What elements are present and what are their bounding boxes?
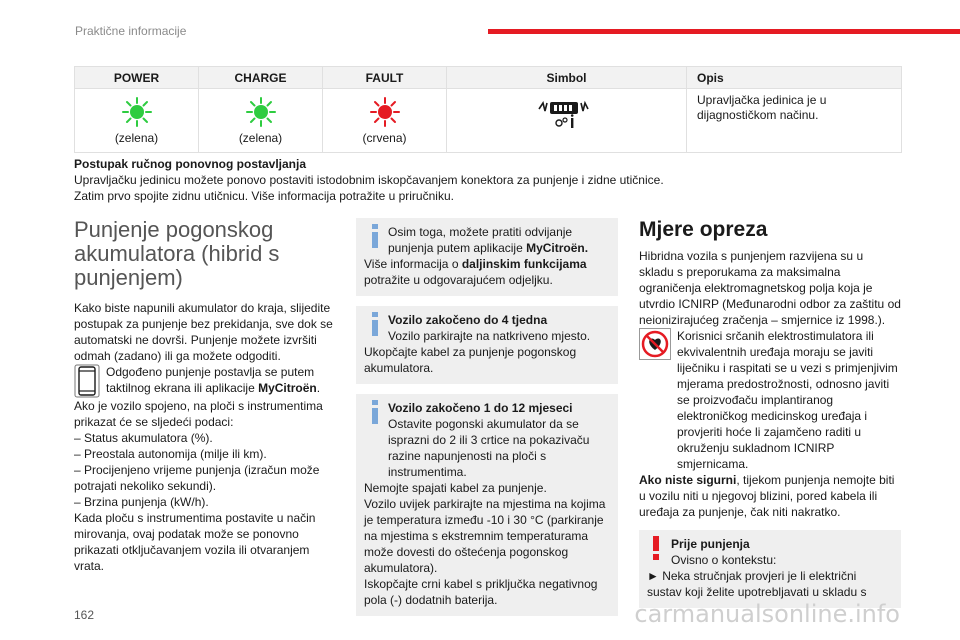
table-header-charge: CHARGE bbox=[199, 67, 323, 89]
charge-cell bbox=[199, 89, 323, 153]
list-item: – Status akumulatora (%). bbox=[74, 431, 213, 445]
section-title: Praktične informacije bbox=[75, 24, 187, 38]
box2-text1: Vozilo parkirajte na natkriveno mjesto. bbox=[388, 329, 591, 343]
delayed-charging-text: Odgođeno punjenje postavlja se putem taktilnog ekrana ili aplikacije bbox=[106, 365, 315, 395]
box3-text4: Iskopčajte crni kabel s priključka negativnog pola (-) dodatnih baterija. bbox=[364, 577, 598, 607]
led-status-table bbox=[74, 66, 902, 153]
info-box-4-weeks bbox=[356, 306, 618, 384]
table-header-row bbox=[75, 67, 902, 89]
info-remote-text: Više informacija o bbox=[364, 257, 462, 271]
never-sure-bold: Ako niste sigurni bbox=[639, 473, 737, 487]
charging-column bbox=[74, 218, 336, 574]
section-accent-bar bbox=[488, 29, 960, 34]
charge-led-label: (zelena) bbox=[238, 131, 283, 145]
info-box-12-months bbox=[356, 394, 618, 616]
table-row bbox=[75, 89, 902, 153]
table-header-power: POWER bbox=[75, 67, 199, 89]
fault-cell bbox=[323, 89, 447, 153]
list-item: – Brzina punjenja (kW/h). bbox=[74, 495, 209, 509]
info-remote-end: potražite u odgovarajućem odjeljku. bbox=[364, 273, 553, 287]
power-cell bbox=[75, 89, 199, 153]
symbol-cell bbox=[447, 89, 687, 153]
charging-heading: Punjenje pogonskog akumulatora (hibrid s punjenjem) bbox=[74, 217, 280, 290]
box3-title: Vozilo zakočeno 1 do 12 mjeseci bbox=[388, 401, 573, 415]
box2-text2: Ukopčajte kabel za punjenje pogonskog akumulatora. bbox=[364, 345, 577, 375]
info-icon bbox=[366, 400, 384, 424]
manual-reset-section bbox=[74, 156, 904, 204]
diagnostic-symbol-icon bbox=[537, 97, 597, 131]
watermark: carmanualsonline.info bbox=[634, 600, 900, 628]
table-header-symbol: Simbol bbox=[447, 67, 687, 89]
green-led-icon bbox=[122, 97, 152, 127]
info-app-name: MyCitroën. bbox=[526, 241, 589, 255]
delayed-charging-note bbox=[74, 364, 336, 398]
list-item: – Preostala autonomija (milje ili km). bbox=[74, 447, 267, 461]
charging-intro: Kako biste napunili akumulator do kraja, slijedite postupak za punjenje bez prekidanja, sve dok se automatski ne dovrši. Punjenje možete izvršiti odmah (zadano) ili ga možete odgoditi. bbox=[74, 301, 333, 363]
warning-box-before-charging bbox=[639, 530, 901, 608]
table-header-fault: FAULT bbox=[323, 67, 447, 89]
smartphone-icon bbox=[74, 364, 100, 398]
fault-led-label: (crvena) bbox=[362, 131, 407, 145]
warning-title: Prije punjenja bbox=[671, 537, 750, 551]
table-header-description: Opis bbox=[687, 67, 902, 89]
instrument-panel-closing: Kada ploču s instrumentima postavite u način mirovanja, ovaj podatak može se ponovno prikazati otključavanjem vozila ili otvaranjem vrata. bbox=[74, 511, 316, 573]
delayed-charging-end: . bbox=[316, 381, 321, 395]
box3-text1: Ostavite pogonski akumulator da se isprazni do 2 ili 3 crtice na pokazivaču razine napunjenosti na ploči s instrumentima. bbox=[388, 417, 590, 479]
power-led-label: (zelena) bbox=[114, 131, 159, 145]
warning-exclamation-icon bbox=[651, 536, 661, 560]
info-box-app bbox=[356, 218, 618, 296]
pacemaker-note bbox=[639, 328, 901, 472]
pacemaker-warning-icon bbox=[639, 328, 671, 360]
mycitroen-app-name: MyCitroën bbox=[258, 381, 317, 395]
reset-text-line1: Upravljačku jedinicu možete ponovo postaviti istodobnim iskopčavanjem konektora za punjenje i zidne utičnice. bbox=[74, 173, 664, 187]
precautions-heading: Mjere opreza bbox=[639, 218, 768, 241]
info-icon bbox=[366, 224, 384, 248]
warning-line1: Ovisno o kontekstu: bbox=[671, 553, 777, 567]
pacemaker-text: Korisnici srčanih elektrostimulatora ili ekvivalentnih uređaja moraju se javiti liječniku i raspitati se u vezi s primjenjivim mjerama predostrožnosti, odnosno javiti se proizvođaču implantiranog elektroničkog medicinskog uređaja i provjeriti hoće li zajamčeno raditi u okruženju sukladnom ICNIRP smjernicama. bbox=[677, 329, 898, 471]
never-sure-text: , tijekom punjenja nemojte biti u vozilu niti u njegovoj blizini, pored kabela ili uređaja za punjenje, čak niti nakratko. bbox=[639, 473, 895, 519]
info-icon bbox=[366, 312, 384, 336]
page-number: 162 bbox=[74, 608, 95, 622]
list-item: – Procijenjeno vrijeme punjenja (izračun može potrajati nekoliko sekundi). bbox=[74, 463, 320, 493]
info-remote-functions: daljinskim funkcijama bbox=[461, 257, 587, 271]
instrument-panel-intro: Ako je vozilo spojeno, na ploči s instrumentima prikazat će se sljedeći podaci: bbox=[74, 399, 323, 429]
precautions-column bbox=[639, 218, 901, 608]
precautions-intro: Hibridna vozila s punjenjem razvijena su u skladu s preporukama za maksimalna ograničenja elektromagnetskog polja koja je utvrdio ICNIRP (Međunarodni odbor za zaštitu od neionizirajućeg zračenja – smjernice iz 1998.). bbox=[639, 249, 901, 327]
reset-title: Postupak ručnog ponovnog postavljanja bbox=[74, 157, 307, 171]
warning-line2: ► Neka stručnjak provjeri je li električni sustav koji želite upotrebljavati u skladu s bbox=[647, 569, 867, 599]
info-column bbox=[356, 218, 618, 626]
box2-title: Vozilo zakočeno do 4 tjedna bbox=[388, 313, 548, 327]
box3-text2: Nemojte spajati kabel za punjenje. bbox=[364, 481, 547, 495]
description-cell: Upravljačka jedinica je u dijagnostičkom načinu. bbox=[687, 89, 902, 153]
reset-text-line2: Zatim prvo spojite zidnu utičnicu. Više informacija potražite u priručniku. bbox=[74, 189, 454, 203]
box3-text3: Vozilo uvijek parkirajte na mjestima na kojima je temperatura između -10 i 30 °C (parkiranje na mjestima s ekstremnim temperaturama može dovesti do oštećenja pogonskog akumulatora). bbox=[364, 497, 606, 575]
info-app-text: Osim toga, možete pratiti odvijanje punjenja putem aplikacije bbox=[388, 225, 573, 255]
red-led-icon bbox=[370, 97, 400, 127]
green-led-icon bbox=[246, 97, 276, 127]
